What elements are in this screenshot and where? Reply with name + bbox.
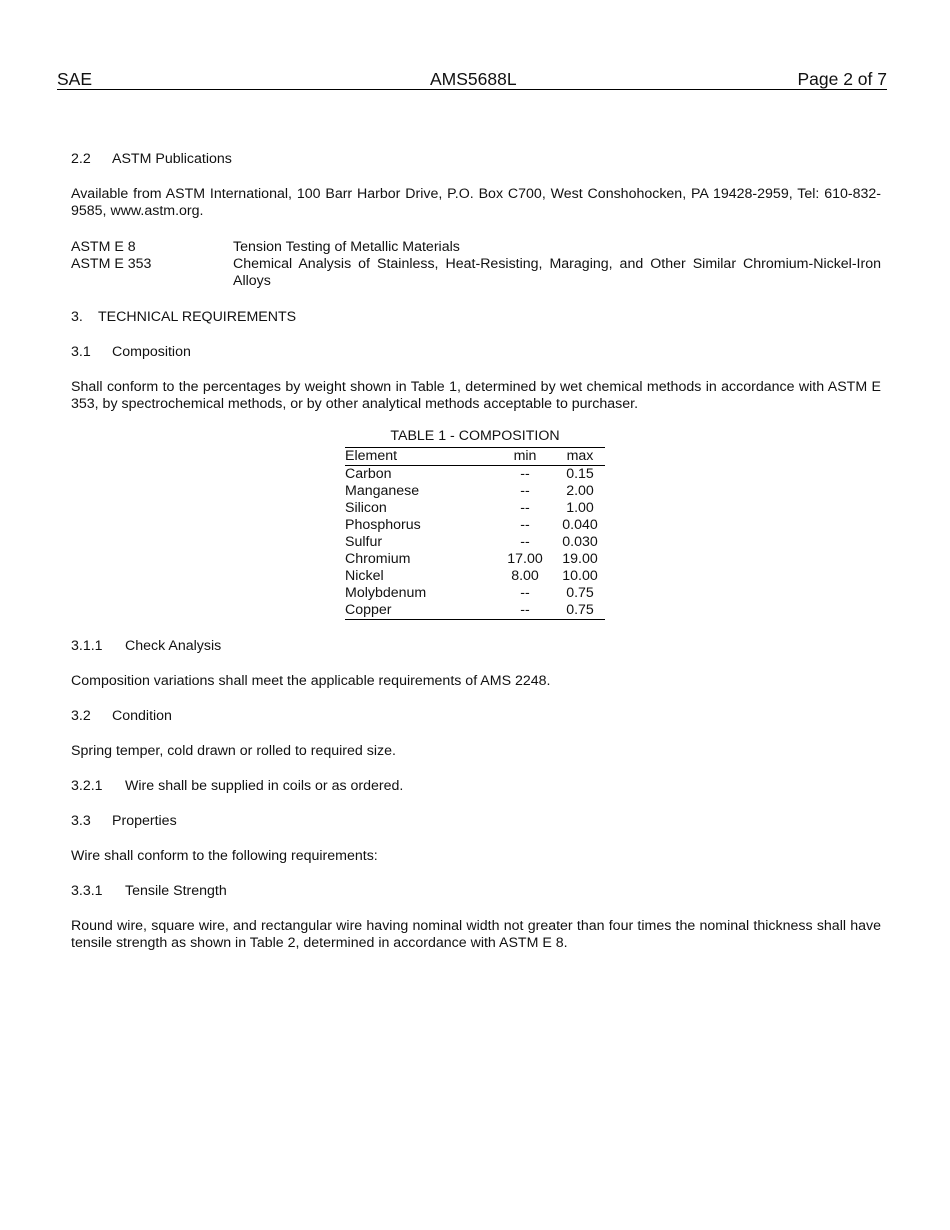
max-cell: 1.00	[566, 500, 594, 516]
section-3-3-heading	[71, 813, 881, 830]
section-3-2-heading	[71, 708, 881, 725]
composition-paragraph: Shall conform to the percentages by weight shown in Table 1, determined by wet chemical methods in accordance with ASTM E 353, by spectrochemical methods, or by other analytical methods acceptable to purchaser.	[71, 379, 881, 412]
composition-table-block	[345, 428, 605, 620]
section-3-1-1-heading	[71, 638, 881, 655]
reference-item	[71, 239, 881, 256]
element-cell: Sulfur	[345, 534, 383, 550]
max-cell: 2.00	[566, 483, 594, 499]
section-title: Tensile Strength	[125, 883, 227, 899]
min-cell: --	[520, 517, 530, 533]
table-row	[345, 534, 605, 551]
properties-paragraph: Wire shall conform to the following requirements:	[71, 848, 378, 864]
composition-table	[345, 447, 605, 620]
column-header: Element	[345, 448, 398, 464]
element-cell: Phosphorus	[345, 517, 421, 533]
section-title: ASTM Publications	[112, 151, 232, 167]
min-cell: --	[520, 602, 530, 618]
section-3-2-1-paragraph	[71, 778, 881, 795]
max-cell: 10.00	[562, 568, 598, 584]
min-cell: --	[520, 466, 530, 482]
max-cell: 0.040	[562, 517, 598, 533]
table-row	[345, 483, 605, 500]
max-cell: 0.030	[562, 534, 598, 550]
table-row	[345, 602, 605, 620]
min-cell: --	[520, 483, 530, 499]
reference-title: Chemical Analysis of Stainless, Heat-Resisting, Maraging, and Other Similar Chromium-Nickel-Iron Alloys	[233, 256, 881, 289]
header-page-number: Page 2 of 7	[797, 69, 887, 89]
min-cell: --	[520, 534, 530, 550]
tensile-strength-paragraph: Round wire, square wire, and rectangular wire having nominal width not greater than four times the nominal thickness shall have tensile strength as shown in Table 2, determined in accordance with ASTM E 8.	[71, 918, 881, 951]
header-doc-number: AMS5688L	[430, 69, 517, 89]
section-3-heading	[71, 309, 881, 326]
astm-address-paragraph: Available from ASTM International, 100 Barr Harbor Drive, P.O. Box C700, West Conshohocken, PA 19428-2959, Tel: 610-832-9585, www.astm.org.	[71, 186, 881, 219]
document-body	[71, 151, 881, 952]
page-header	[57, 69, 887, 90]
max-cell: 0.15	[566, 466, 594, 482]
table-row	[345, 517, 605, 534]
element-cell: Chromium	[345, 551, 411, 567]
section-number: 3.2	[71, 708, 91, 724]
max-cell: 19.00	[562, 551, 598, 567]
section-number: 3.1	[71, 344, 91, 360]
section-number: 3.1.1	[71, 638, 103, 654]
table-row	[345, 585, 605, 602]
check-analysis-paragraph: Composition variations shall meet the applicable requirements of AMS 2248.	[71, 673, 551, 689]
min-cell: 17.00	[507, 551, 543, 567]
element-cell: Molybdenum	[345, 585, 427, 601]
element-cell: Silicon	[345, 500, 387, 516]
section-number: 3.	[71, 309, 83, 325]
table-row	[345, 551, 605, 568]
section-3-3-1-heading	[71, 883, 881, 900]
section-text: Wire shall be supplied in coils or as ordered.	[125, 778, 404, 794]
element-cell: Carbon	[345, 466, 392, 482]
column-header: max	[566, 448, 594, 464]
min-cell: --	[520, 500, 530, 516]
section-title: Condition	[112, 708, 172, 724]
table-title: TABLE 1 - COMPOSITION	[390, 428, 560, 444]
element-cell: Nickel	[345, 568, 384, 584]
reference-item	[71, 256, 881, 290]
reference-code: ASTM E 8	[71, 239, 136, 255]
table-row	[345, 466, 605, 484]
section-title: Check Analysis	[125, 638, 222, 654]
min-cell: 8.00	[511, 568, 539, 584]
reference-list	[71, 239, 881, 290]
min-cell: --	[520, 585, 530, 601]
section-title: TECHNICAL REQUIREMENTS	[98, 309, 297, 325]
element-cell: Copper	[345, 602, 392, 618]
element-cell: Manganese	[345, 483, 420, 499]
section-title: Composition	[112, 344, 191, 360]
section-2-2-heading	[71, 151, 881, 168]
header-org: SAE	[57, 69, 93, 89]
max-cell: 0.75	[566, 602, 594, 618]
max-cell: 0.75	[566, 585, 594, 601]
section-title: Properties	[112, 813, 177, 829]
section-number: 3.3.1	[71, 883, 103, 899]
section-3-1-heading	[71, 344, 881, 361]
column-header: min	[513, 448, 537, 464]
section-number: 2.2	[71, 151, 91, 167]
table-row	[345, 500, 605, 517]
section-number: 3.2.1	[71, 778, 103, 794]
reference-title: Tension Testing of Metallic Materials	[233, 239, 460, 255]
table-header-row	[345, 448, 605, 466]
condition-paragraph: Spring temper, cold drawn or rolled to required size.	[71, 743, 396, 759]
reference-code: ASTM E 353	[71, 256, 152, 272]
table-row	[345, 568, 605, 585]
section-number: 3.3	[71, 813, 91, 829]
